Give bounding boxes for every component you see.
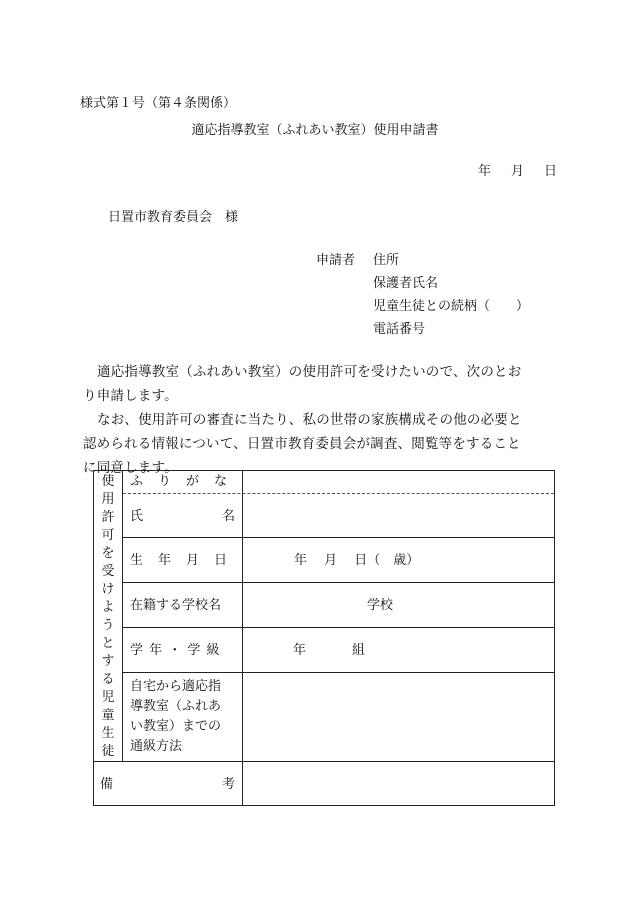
- form-number: 様式第１号（第４条関係）: [80, 96, 237, 111]
- student-side-header: [94, 471, 123, 762]
- side-header-char: 可: [101, 528, 115, 543]
- commute-label-line: 通級方法: [130, 739, 183, 754]
- side-header-char: 使: [101, 474, 115, 489]
- birthdate-value: 年 月 日（ 歳）: [294, 553, 420, 568]
- side-header-char: 用: [101, 492, 115, 507]
- side-header-char: 生: [101, 726, 115, 741]
- applicant-label: 申請者: [316, 253, 356, 268]
- side-header-char: 徒: [101, 744, 115, 759]
- school-label: 在籍する学校名: [130, 598, 222, 613]
- furigana-label: ふ り が な: [130, 474, 229, 489]
- grade-class-value: 組: [352, 643, 366, 658]
- furigana-separator: [123, 493, 554, 494]
- paragraph-line: 認められる情報について、日置市教育委員会が調査、閲覧等をすること: [83, 436, 521, 452]
- side-header-char: 児: [101, 690, 115, 705]
- recipient: 日置市教育委員会 様: [108, 210, 239, 225]
- row-divider: [123, 582, 554, 583]
- side-header-char: を: [101, 546, 115, 561]
- side-header-char: す: [101, 654, 115, 669]
- side-header-char: う: [101, 618, 115, 633]
- row-divider: [123, 537, 554, 538]
- phone-label: 電話番号: [373, 322, 426, 337]
- side-header-char: よ: [101, 600, 115, 615]
- grade-class-label: 学 年 ・ 学 級: [130, 643, 221, 658]
- date-line: [478, 164, 557, 180]
- guardian-name-label: 保護者氏名: [373, 276, 439, 291]
- commute-label-line: 自宅から適応指: [130, 679, 222, 694]
- paragraph-line: 適応指導教室（ふれあい教室）の使用許可を受けたいので、次のとお: [97, 364, 522, 380]
- request-paragraph: [83, 360, 563, 408]
- relationship-label: 児童生徒との続柄（ ）: [373, 299, 530, 314]
- address-label: 住所: [373, 253, 400, 268]
- date-month: 月: [511, 164, 525, 179]
- commute-label-line: 導教室（ふれあ: [130, 699, 222, 714]
- remarks-label-a: 備: [100, 777, 114, 792]
- date-day: 日: [544, 164, 558, 179]
- name-label-a: 氏: [130, 509, 144, 524]
- side-header-char: 受: [101, 564, 115, 579]
- side-header-char: け: [101, 582, 115, 597]
- label-column-divider: [242, 471, 243, 805]
- row-divider: [123, 627, 554, 628]
- birthdate-label: 生 年 月 日: [130, 553, 229, 568]
- grade-year-value: 年: [293, 643, 307, 658]
- row-divider: [123, 672, 554, 673]
- side-header-char: 許: [101, 510, 115, 525]
- document-title: 適応指導教室（ふれあい教室）使用申請書: [191, 123, 439, 138]
- side-header-char: と: [101, 636, 115, 651]
- paragraph-line: に同意します。: [83, 460, 178, 476]
- name-label-b: 名: [222, 509, 236, 524]
- application-form-table: [93, 470, 555, 806]
- date-year: 年: [478, 164, 492, 179]
- commute-label-line: い教室）までの: [130, 719, 222, 734]
- school-value: 学校: [367, 598, 394, 613]
- side-header-char: る: [101, 672, 115, 687]
- remarks-label-b: 考: [222, 777, 236, 792]
- row-divider: [94, 761, 554, 762]
- side-header-char: 童: [101, 708, 115, 723]
- paragraph-line: なお、使用許可の審査に当たり、私の世帯の家族構成その他の必要と: [97, 412, 522, 428]
- paragraph-line: り申請します。: [83, 388, 178, 404]
